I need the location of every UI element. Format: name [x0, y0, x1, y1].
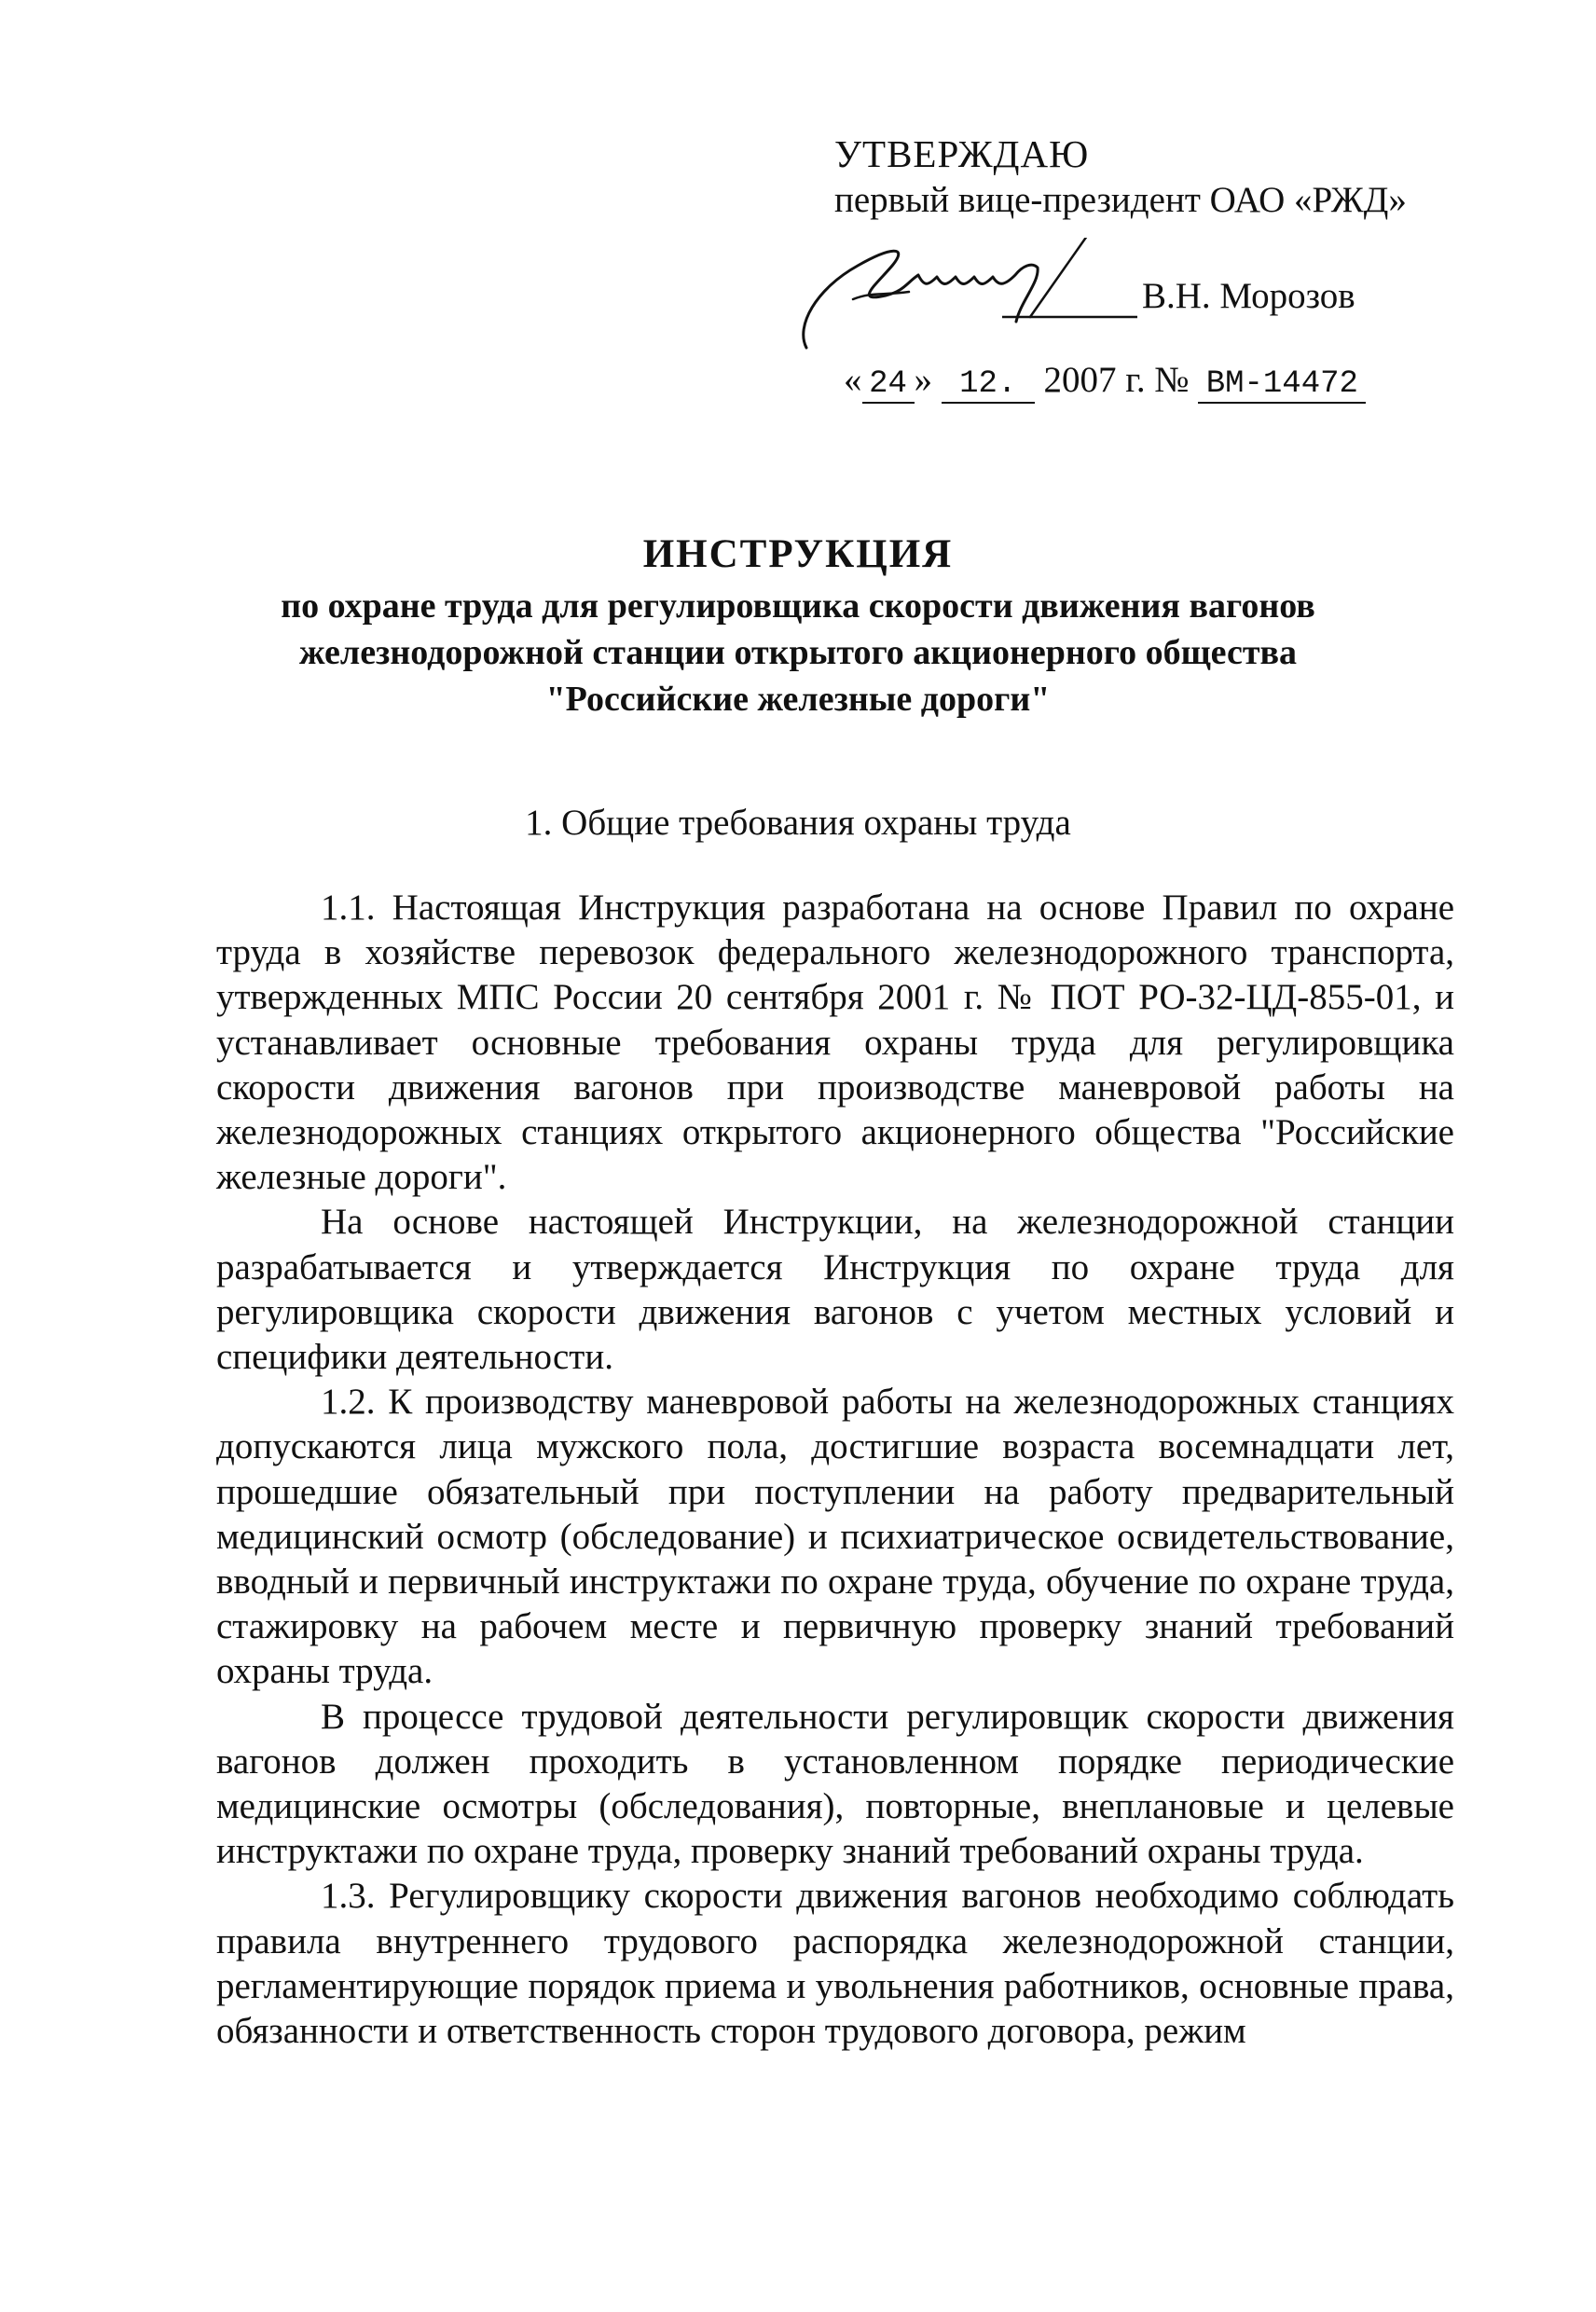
date-month: 12. — [942, 367, 1035, 404]
date-open-quote: « — [844, 360, 862, 400]
document-title-block — [158, 531, 1438, 722]
approval-block — [834, 131, 1487, 224]
signature-row — [788, 238, 1440, 350]
document-title: ИНСТРУКЦИЯ — [642, 532, 954, 576]
paragraph: 1.2. К производству маневровой работы на железнодорожных станциях допускаются лица мужского пола, достигшие возраста восемнадцати лет, прошедшие обязательный при поступлении на работу предварительный медицинский осмотр (обследование) и психиатрическое освидетельствование, вводный и первичный инструктажи по охране труда, обучение по охране труда, стажировку на рабочем месте и первичную проверку знаний требований охраны труда. — [216, 1382, 1454, 1692]
document-body — [216, 886, 1454, 2054]
subtitle-line-1: по охране труда для регулировщика скорости движения вагонов — [281, 586, 1315, 626]
approver-position: первый вице-президент ОАО «РЖД» — [834, 180, 1407, 221]
paragraph: В процессе трудовой деятельности регулировщик скорости движения вагонов должен проходить в установленном порядке периодические медицинские осмотры (обследования), повторные, внеплановые и целевые инструктажи по охране труда, проверку знаний требований охраны труда. — [216, 1696, 1454, 1872]
date-close-quote: » — [914, 360, 932, 400]
subtitle-line-2: железнодорожной станции открытого акционерного общества — [298, 633, 1298, 673]
handwritten-signature — [788, 238, 1161, 359]
paragraph: 1.1. Настоящая Инструкция разработана на основе Правил по охране труда в хозяйстве перевозок федерального железнодорожного транспорта, утвержденных МПС России 20 сентября 2001 г. № ПОТ РО-32-ЦД-855-01, и устанавливает основные требования охраны труда для регулировщика скорости движения вагонов при производстве маневровой работы на железнодорожных станциях открытого акционерного общества "Российские железные дороги". — [216, 888, 1454, 1198]
signer-name: В.Н. Морозов — [1142, 276, 1355, 316]
date-day: 24 — [862, 367, 915, 404]
paragraph: На основе настоящей Инструкции, на железнодорожной станции разрабатывается и утверждается Инструкция по охране труда для регулировщика скорости движения вагонов с учетом местных условий и специфики деятельности. — [216, 1202, 1454, 1378]
subtitle-line-3: "Российские железные дороги" — [545, 680, 1051, 720]
document-number: ВМ-14472 — [1198, 367, 1366, 404]
approve-word: УТВЕРЖДАЮ — [834, 132, 1090, 175]
document-subtitle — [158, 583, 1438, 722]
date-year: 2007 г. № — [1043, 360, 1190, 400]
approval-date — [844, 359, 1366, 404]
paragraph: 1.3. Регулировщику скорости движения вагонов необходимо соблюдать правила внутреннего трудового распорядка железнодорожной станции, регламентирующие порядок приема и увольнения работников, основные права, обязанности и ответственность сторон трудового договора, режим — [216, 1876, 1454, 2052]
section-heading: 1. Общие требования охраны труда — [525, 803, 1071, 843]
